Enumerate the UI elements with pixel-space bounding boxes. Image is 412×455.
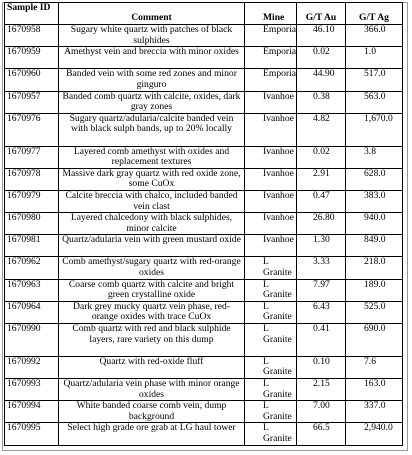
comment-cell: Coarse comb quartz with calcite and bright green crystalline oxide: [59, 279, 245, 301]
table-row: [5, 113, 403, 146]
sample-id-cell: 1670990: [5, 324, 59, 357]
silver-grade-cell: 7.6: [346, 356, 403, 378]
gold-grade-cell: 2.15: [297, 379, 346, 401]
comment-cell: Massive dark gray quartz with red oxide zone, some CuOx: [59, 168, 245, 190]
silver-grade-cell: 525.0: [346, 301, 403, 323]
table-row: [5, 213, 403, 235]
sample-id-cell: 1670958: [5, 25, 59, 47]
sample-id-cell: 1670980: [5, 213, 59, 235]
header-comment: Comment: [59, 3, 245, 25]
table-row: [5, 301, 403, 323]
gold-grade-cell: 2.91: [297, 168, 346, 190]
sample-id-cell: 1670962: [5, 257, 59, 279]
comment-cell: Quartz/adularia vein phase with minor orange oxides: [59, 379, 245, 401]
sample-id-cell: 1670964: [5, 301, 59, 323]
mine-cell: L Granite: [245, 324, 297, 357]
mine-cell: Ivanhoe: [245, 235, 297, 257]
silver-grade-cell: 366.0: [346, 25, 403, 47]
silver-grade-cell: 337.0: [346, 401, 403, 423]
table-row: [5, 379, 403, 401]
assay-results-table: [4, 2, 403, 446]
mine-cell: L Granite: [245, 379, 297, 401]
comment-cell: Layered chalcedony with black sulphides, minor calcite: [59, 213, 245, 235]
comment-cell: Quartz/adularia vein with green mustard oxide: [59, 235, 245, 257]
header-mine: Mine: [245, 3, 297, 25]
gold-grade-cell: 7.00: [297, 401, 346, 423]
comment-cell: Quartz with red-oxide fluff: [59, 356, 245, 378]
table-row: [5, 146, 403, 168]
sample-id-cell: 1670957: [5, 91, 59, 113]
gold-grade-cell: 0.02: [297, 146, 346, 168]
sample-id-cell: 1670993: [5, 379, 59, 401]
comment-cell: Dark grey mucky quartz vein phase, red-orange oxides with trace CuOx: [59, 301, 245, 323]
table-body: [5, 25, 403, 446]
table-row: [5, 279, 403, 301]
silver-grade-cell: 849.0: [346, 235, 403, 257]
mine-cell: Ivanhoe: [245, 113, 297, 146]
comment-cell: Sugary quartz/adularia/calcite banded vein with black sulph bands, up to 20% locally: [59, 113, 245, 146]
comment-cell: Comb quartz with red and black sulphide layers, rare variety on this dump: [59, 324, 245, 357]
silver-grade-cell: 1,670.0: [346, 113, 403, 146]
mine-cell: L Granite: [245, 401, 297, 423]
silver-grade-cell: 563.0: [346, 91, 403, 113]
table-row: [5, 168, 403, 190]
comment-cell: Sugary white quartz with patches of black sulphides: [59, 25, 245, 47]
gold-grade-cell: 0.10: [297, 356, 346, 378]
table-row: [5, 324, 403, 357]
mine-cell: L Granite: [245, 279, 297, 301]
table-row: [5, 69, 403, 91]
mine-cell: L Granite: [245, 423, 297, 445]
gold-grade-cell: 46.10: [297, 25, 346, 47]
mine-cell: Ivanhoe: [245, 190, 297, 212]
mine-cell: Ivanhoe: [245, 91, 297, 113]
table-row: [5, 25, 403, 47]
mine-cell: Emporia: [245, 25, 297, 47]
silver-grade-cell: 383.0: [346, 190, 403, 212]
silver-grade-cell: 690.0: [346, 324, 403, 357]
comment-cell: Banded comb quartz with calcite, oxides, dark gray zones: [59, 91, 245, 113]
silver-grade-cell: 189.0: [346, 279, 403, 301]
gold-grade-cell: 0.47: [297, 190, 346, 212]
silver-grade-cell: 3.8: [346, 146, 403, 168]
sample-id-cell: 1670959: [5, 47, 59, 69]
comment-cell: Amethyst vein and breccia with minor oxides: [59, 47, 245, 69]
mine-cell: Ivanhoe: [245, 168, 297, 190]
gold-grade-cell: 0.38: [297, 91, 346, 113]
mine-cell: Ivanhoe: [245, 213, 297, 235]
sample-id-cell: 1670976: [5, 113, 59, 146]
comment-cell: Calcite breccia with chalco, included banded vein clast: [59, 190, 245, 212]
gold-grade-cell: 1.30: [297, 235, 346, 257]
header-row: [5, 3, 403, 25]
silver-grade-cell: 163.0: [346, 379, 403, 401]
silver-grade-cell: 1.0: [346, 47, 403, 69]
gold-grade-cell: 6.43: [297, 301, 346, 323]
mine-cell: Emporia: [245, 69, 297, 91]
mine-cell: Ivanhoe: [245, 146, 297, 168]
header-gold-grade: G/T Au: [297, 3, 346, 25]
silver-grade-cell: 2,940.0: [346, 423, 403, 445]
sample-id-cell: 1670995: [5, 423, 59, 445]
gold-grade-cell: 3.33: [297, 257, 346, 279]
gold-grade-cell: 26.80: [297, 213, 346, 235]
mine-cell: Emporia: [245, 47, 297, 69]
sample-id-cell: 1670960: [5, 69, 59, 91]
sample-id-cell: 1670992: [5, 356, 59, 378]
table-row: [5, 47, 403, 69]
silver-grade-cell: 940.0: [346, 213, 403, 235]
sample-id-cell: 1670977: [5, 146, 59, 168]
gold-grade-cell: 44.90: [297, 69, 346, 91]
table-row: [5, 91, 403, 113]
gold-grade-cell: 0.02: [297, 47, 346, 69]
mine-cell: L Granite: [245, 301, 297, 323]
comment-cell: Layered comb amethyst with oxides and replacement textures: [59, 146, 245, 168]
silver-grade-cell: 628.0: [346, 168, 403, 190]
sample-id-cell: 1670963: [5, 279, 59, 301]
header-sample-id: Sample ID: [5, 3, 59, 25]
table-row: [5, 257, 403, 279]
sample-id-cell: 1670978: [5, 168, 59, 190]
comment-cell: Select high grade ore grab at LG haul tower: [59, 423, 245, 445]
table-row: [5, 401, 403, 423]
comment-cell: White banded coarse comb vein, dump background: [59, 401, 245, 423]
gold-grade-cell: 4.82: [297, 113, 346, 146]
header-silver-grade: G/T Ag: [346, 3, 403, 25]
gold-grade-cell: 0.41: [297, 324, 346, 357]
table-row: [5, 423, 403, 445]
mine-cell: L Granite: [245, 356, 297, 378]
sample-id-cell: 1670979: [5, 190, 59, 212]
comment-cell: Banded vein with some red zones and minor ginguro: [59, 69, 245, 91]
comment-cell: Comb amethyst/sugary quartz with red-orange oxides: [59, 257, 245, 279]
sample-id-cell: 1670981: [5, 235, 59, 257]
silver-grade-cell: 218.0: [346, 257, 403, 279]
gold-grade-cell: 66.5: [297, 423, 346, 445]
sample-id-cell: 1670994: [5, 401, 59, 423]
table-row: [5, 190, 403, 212]
table-row: [5, 235, 403, 257]
table-row: [5, 356, 403, 378]
gold-grade-cell: 7.97: [297, 279, 346, 301]
silver-grade-cell: 517.0: [346, 69, 403, 91]
mine-cell: L Granite: [245, 257, 297, 279]
